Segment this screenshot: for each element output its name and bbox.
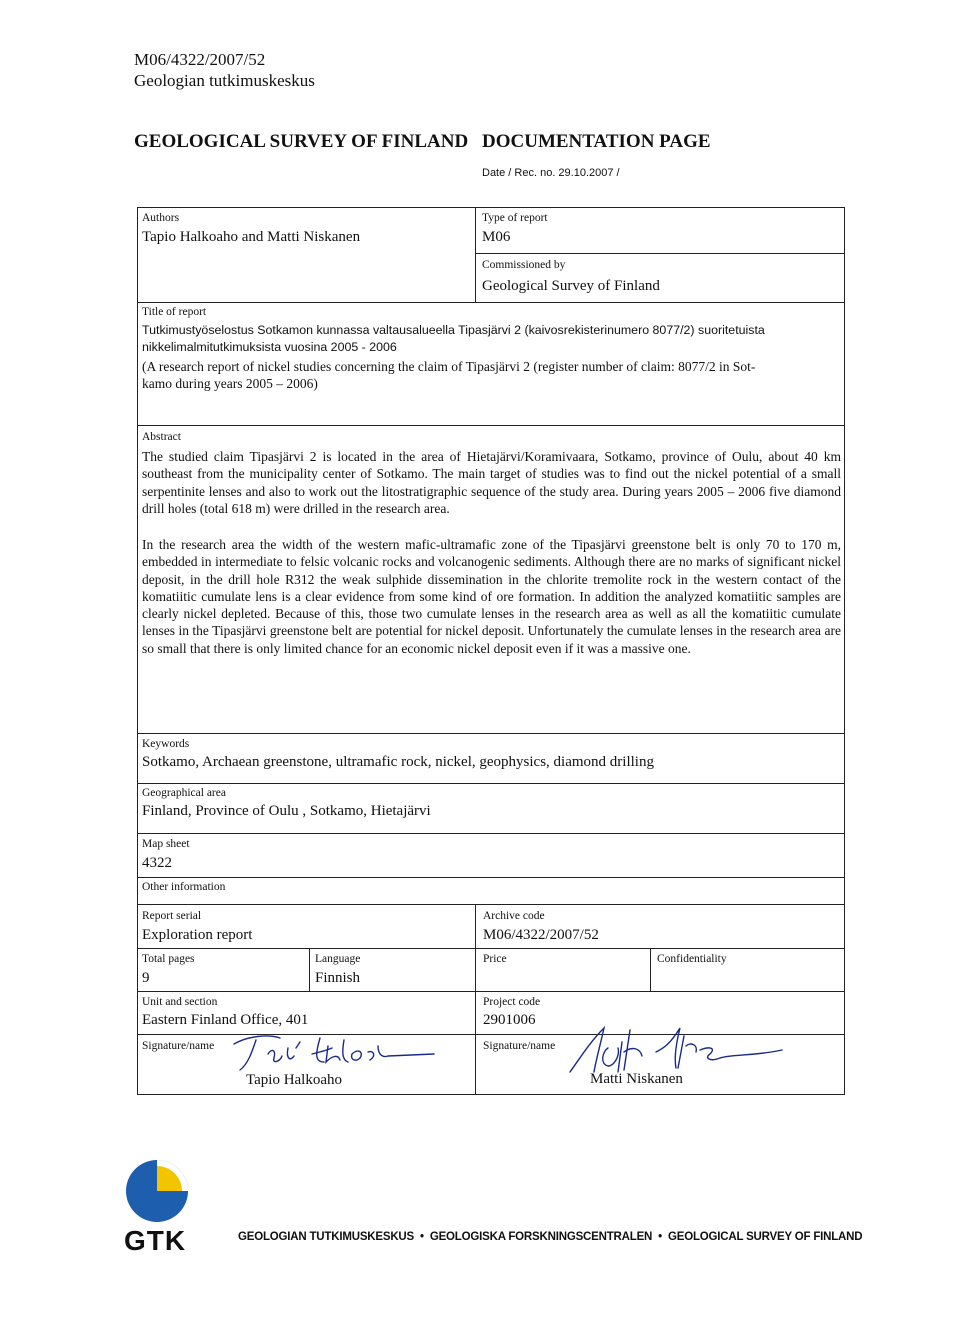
authors-label: Authors — [142, 212, 180, 224]
footer-separator: • — [420, 1231, 424, 1243]
abstract-paragraph-2: In the research area the width of the western mafic-ultramafic zone of the Tipasjärvi greenstone belt is only 70 to 170 m, embedded in intermediate to felsic volcanic rocks and volcanogenic sediments. Although there are no marks of significant nickel deposit, in the drill hole R312 the weak sulphide dissemination in the chlorite tremolite rock in the western contact of the komatiitic cumulate lens is a clear evidence from some kind of ore formation. In addition the analyzed komatiitic samples are clearly nickel depleted. Because of this, those two cumulate lenses in the research area as well as all the komatiitic cumulate lenses in the Tipasjärvi greenstone belt are potential for nickel deposit. Unfortunately the cumulate lenses in the research area are so small that there is only limited chance for an economic nickel deposit even if it was a massive one. — [142, 537, 841, 656]
map-sheet-label: Map sheet — [142, 838, 190, 850]
price-label: Price — [483, 953, 507, 965]
unit-and-section-value: Eastern Finland Office, 401 — [142, 1012, 309, 1028]
keywords-value: Sotkamo, Archaean greenstone, ultramafic rock, nickel, geophysics, diamond drilling — [142, 754, 654, 770]
divider-authors-type — [475, 207, 476, 302]
abstract-label: Abstract — [142, 431, 181, 443]
title-of-report-line-2: nikkelimalmitutkimuksista vuosina 2005 - 2006 — [142, 340, 397, 354]
title-of-report-line-4: kamo during years 2005 – 2006) — [142, 376, 318, 391]
title-of-report-line-3: (A research report of nickel studies concerning the claim of Tipasjärvi 2 (register number of claim: 8077/2 in Sot- — [142, 359, 756, 374]
authors-value: Tapio Halkoaho and Matti Niskanen — [142, 229, 361, 245]
divider-pages-unit — [137, 991, 845, 992]
footer-org-swedish: GEOLOGISKA FORSKNINGSCENTRALEN — [429, 1231, 653, 1243]
archive-code-label: Archive code — [483, 910, 545, 922]
language-value: Finnish — [315, 970, 361, 986]
date-record-number: Date / Rec. no. 29.10.2007 / — [482, 167, 620, 179]
total-pages-value: 9 — [142, 970, 150, 986]
title-of-report-label: Title of report — [142, 306, 207, 318]
project-code-label: Project code — [483, 996, 541, 1008]
divider-serial-pages — [137, 948, 845, 949]
total-pages-label: Total pages — [142, 953, 195, 965]
unit-and-section-label: Unit and section — [142, 996, 218, 1008]
project-code-value: 2901006 — [483, 1012, 536, 1028]
divider-price-confidentiality — [650, 948, 651, 991]
divider-top-block — [137, 302, 845, 303]
divider-bottom-center — [475, 904, 476, 1095]
divider-other-serial — [137, 904, 845, 905]
divider-keywords-area — [137, 783, 845, 784]
confidentiality-label: Confidentiality — [657, 953, 727, 965]
geographical-area-label: Geographical area — [142, 787, 226, 799]
organization-english: GEOLOGICAL SURVEY OF FINLAND — [134, 131, 469, 152]
other-information-label: Other information — [142, 881, 226, 893]
divider-pages-language — [309, 948, 310, 991]
type-of-report-value: M06 — [482, 229, 511, 245]
footer-organizations — [238, 1231, 862, 1243]
gtk-logo-text: GTK — [124, 1225, 187, 1256]
keywords-label: Keywords — [142, 738, 190, 750]
geographical-area-value: Finland, Province of Oulu , Sotkamo, Hietajärvi — [142, 803, 431, 819]
organization-finnish: Geologian tutkimuskeskus — [134, 71, 315, 90]
footer-org-finnish: GEOLOGIAN TUTKIMUSKESKUS — [238, 1231, 415, 1243]
signature-left-handwriting — [228, 1028, 438, 1078]
commissioned-by-value: Geological Survey of Finland — [482, 278, 660, 294]
signature-left-label: Signature/name — [142, 1040, 215, 1052]
gtk-logo-icon — [124, 1158, 190, 1224]
divider-abstract-keywords — [137, 733, 845, 734]
map-sheet-value: 4322 — [142, 855, 172, 871]
page-title: DOCUMENTATION PAGE — [482, 131, 711, 152]
archive-code-value: M06/4322/2007/52 — [483, 927, 599, 943]
signature-right-name: Matti Niskanen — [590, 1071, 683, 1087]
footer-org-english: GEOLOGICAL SURVEY OF FINLAND — [667, 1231, 863, 1243]
divider-area-mapsheet — [137, 833, 845, 834]
title-of-report-line-1: Tutkimustyöselostus Sotkamon kunnassa valtausalueella Tipasjärvi 2 (kaivosrekisterinumero 8077/2) suoritetuista — [142, 323, 765, 337]
commissioned-by-label: Commissioned by — [482, 259, 566, 271]
language-label: Language — [315, 953, 361, 965]
divider-type-commissioned — [475, 253, 845, 254]
document-code: M06/4322/2007/52 — [134, 50, 266, 69]
divider-mapsheet-other — [137, 877, 845, 878]
abstract-paragraph-1: The studied claim Tipasjärvi 2 is located in the area of Hietajärvi/Koramivaara, Sotkamo, province of Oulu, about 40 km southeast from the municipality center of Sotkamo. The main target of studies was to find out the nickel potential of a small serpentinite lenses and also to work out the litostratigraphic sequence of the study area. During years 2005 – 2006 five diamond drill holes (total 618 m) were drilled in the research area. — [142, 449, 841, 516]
footer-separator: • — [658, 1231, 662, 1243]
report-serial-label: Report serial — [142, 910, 202, 922]
signature-right-label: Signature/name — [483, 1040, 556, 1052]
type-of-report-label: Type of report — [482, 212, 548, 224]
report-serial-value: Exploration report — [142, 927, 253, 943]
signature-left-name: Tapio Halkoaho — [246, 1072, 343, 1088]
divider-title-abstract — [137, 425, 845, 426]
